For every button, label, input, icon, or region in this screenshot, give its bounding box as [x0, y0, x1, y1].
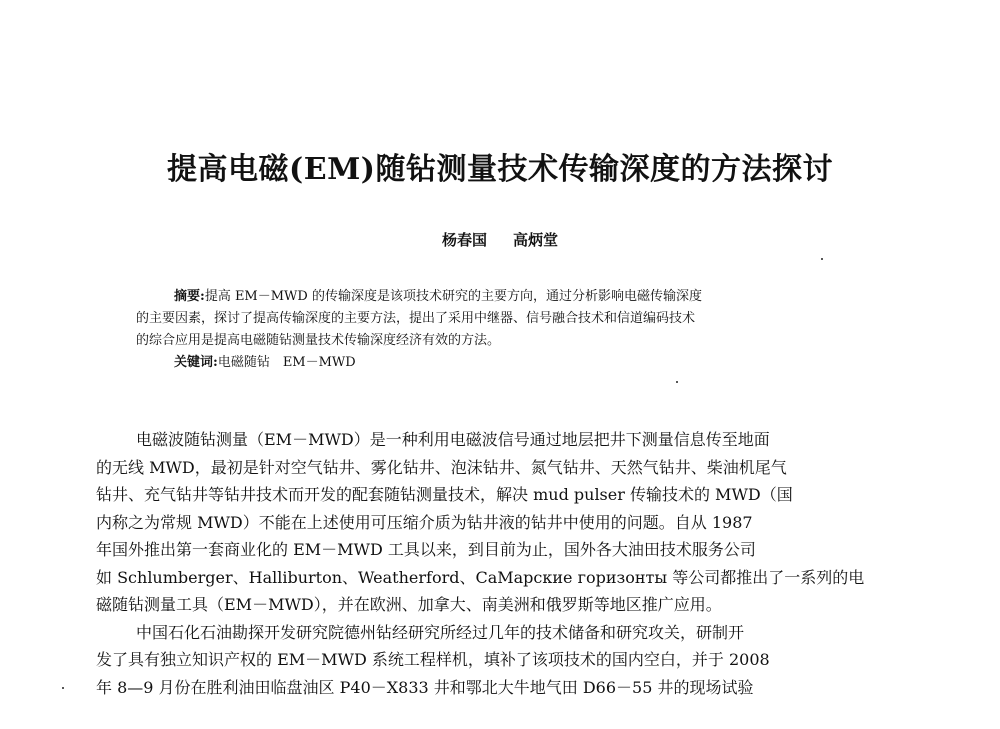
scan-speck: [676, 381, 678, 383]
body-line: 如 Schlumberger、Halliburton、Weatherford、СаМарские горизонты 等公司都推出了一系列的电: [96, 567, 865, 587]
body-line: 发了具有独立知识产权的 EM－MWD 系统工程样机，填补了该项技术的国内空白，并于 2008: [96, 650, 770, 669]
keywords-label: 关键词:: [174, 355, 218, 370]
body-line: 电磁波随钻测量（EM－MWD）是一种利用电磁波信号通过地层把井下测量信息传至地面: [136, 430, 770, 449]
scan-speck: [62, 687, 64, 689]
body-line: 钻井、充气钻井等钻井技术而开发的配套随钻测量技术，解决 mud pulser 传输技术的 MWD（国: [96, 485, 793, 504]
abstract-line: 摘要:提高 EM－MWD 的传输深度是该项技术研究的主要方向，通过分析影响电磁传输深度: [174, 289, 702, 304]
body-line: 的无线 MWD，最初是针对空气钻井、雾化钻井、泡沫钻井、氮气钻井、天然气钻井、柴油机尾气: [96, 457, 787, 477]
body-text: [96, 426, 910, 701]
author-name: 杨春国: [441, 231, 487, 249]
keywords-text: 电磁随钻 EM－MWD: [217, 355, 356, 370]
keywords-line: [136, 352, 870, 374]
abstract-block: [136, 286, 870, 374]
scan-speck: [821, 258, 823, 260]
body-line: 磁随钻测量工具（EM－MWD），并在欧洲、加拿大、南美洲和俄罗斯等地区推广应用。: [96, 595, 722, 614]
body-line: 内称之为常规 MWD）不能在上述使用可压缩介质为钻井液的钻井中使用的问题。自从 1987: [96, 512, 753, 532]
abstract-line: 的综合应用是提高电磁随钻测量技术传输深度经济有效的方法。: [136, 333, 501, 348]
author-line: [0, 228, 1000, 252]
body-line: 年国外推出第一套商业化的 EM－MWD 工具以来，到目前为止，国外各大油田技术服务公司: [96, 540, 756, 559]
body-line: 年 8—9 月份在胜利油田临盘油区 P40－X833 井和鄂北大牛地气田 D66－55 井的现场试验: [96, 677, 754, 697]
paper-title: 提高电磁(EM)随钻测量技术传输深度的方法探讨: [167, 152, 833, 187]
author-name: 高炳堂: [513, 231, 559, 249]
abstract-label: 摘要:: [174, 289, 205, 304]
abstract-line: 的主要因素，探讨了提高传输深度的主要方法，提出了采用中继器、信号融合技术和信道编码技术: [136, 311, 696, 326]
body-line: 中国石化石油勘探开发研究院德州钻经研究所经过几年的技术储备和研究攻关，研制开: [136, 622, 745, 642]
